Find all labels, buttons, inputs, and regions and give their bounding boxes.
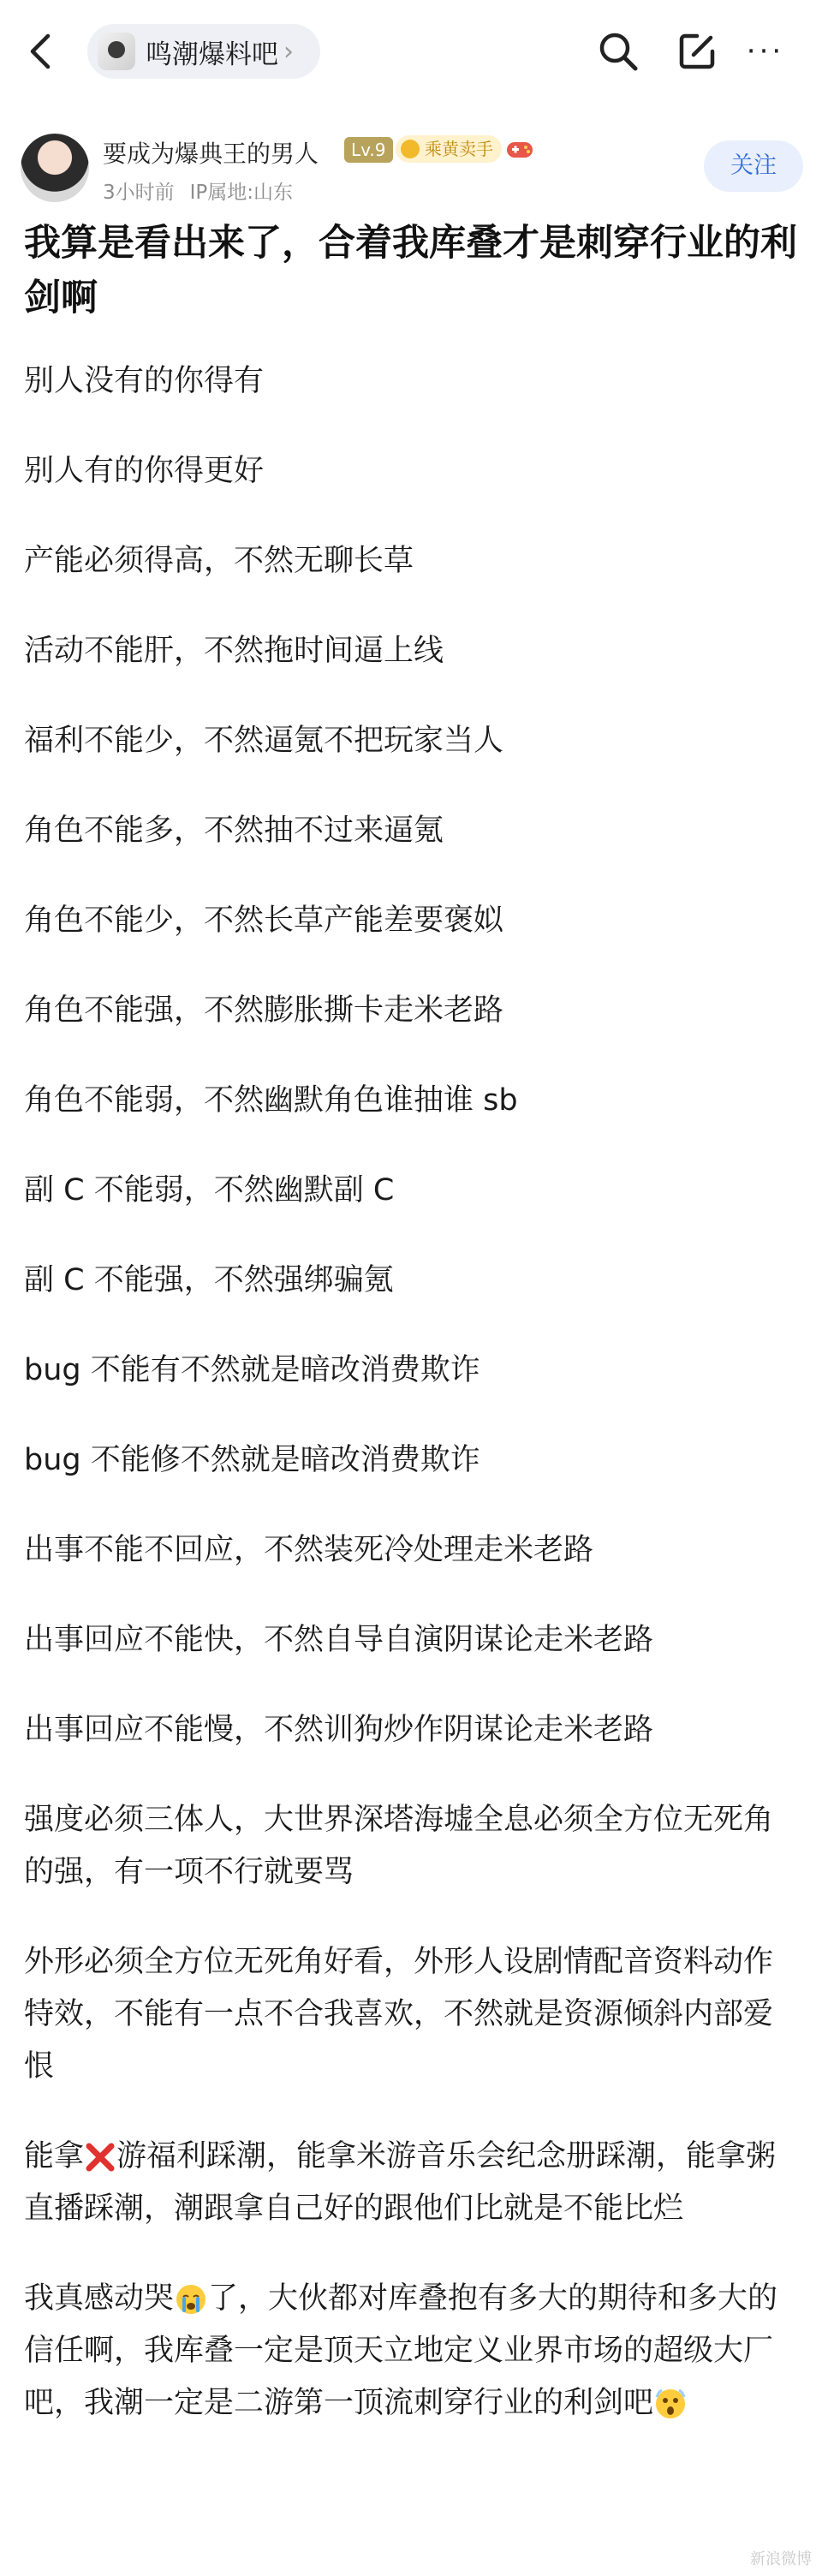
level-badge: Lv.9 <box>344 137 393 163</box>
post-paragraph: 副 C 不能强，不然强绑骗氪 <box>24 1263 394 1297</box>
post-paragraph: 角色不能多，不然抽不过来逼氪 <box>24 814 444 848</box>
ip-location: IP属地:山东 <box>189 182 294 204</box>
paragraph-text: 能拿 <box>24 2139 85 2174</box>
watermark: 新浪微博 <box>750 2550 812 2568</box>
post-paragraph: 副 C 不能弱，不然幽默副 C <box>24 1173 395 1208</box>
forum-link[interactable] <box>87 24 320 79</box>
paragraph-text: 游福利踩潮，能拿米游音乐会纪念册踩潮，能拿粥直播踩潮，潮跟拿自己好的跟他们比就是不能比烂 <box>24 2139 777 2226</box>
post-title: 我算是看出来了，合着我库叠才是刺穿行业的利剑啊 <box>24 222 797 319</box>
post-time: 3小时前 <box>103 182 175 204</box>
edit-button[interactable] <box>670 24 724 79</box>
post-body <box>24 355 798 2430</box>
more-menu-button[interactable] <box>738 24 793 79</box>
avatar[interactable] <box>21 134 89 202</box>
paragraph-list <box>24 355 798 2093</box>
post-paragraph: 别人没有的你得有 <box>24 364 265 398</box>
post-paragraph: 出事回应不能快，不然自导自演阴谋论走米老路 <box>24 1623 654 1657</box>
paragraph-text: 了，大伙都对库叠抱有多大的期待和多大的信任啊，我库叠一定是顶天立地定义业界市场的超级大厂吧，我潮一定是二游第一顶流刺穿行业的利剑吧 <box>24 2281 778 2420</box>
author-name[interactable]: 要成为爆典王的男人 <box>103 140 319 168</box>
post-paragraph: 强度必须三体人，大世界深塔海墟全息必须全方位无死角的强，有一项不行就要骂 <box>24 1803 774 1889</box>
chevron-right-icon: › <box>283 36 294 67</box>
post-paragraph: 产能必须得高，不然无聊长草 <box>24 544 414 578</box>
top-bar <box>0 0 822 106</box>
title-badge <box>396 135 502 163</box>
post-paragraph: bug 不能修不然就是暗改消费欺诈 <box>24 1443 480 1477</box>
post-paragraph: 别人有的你得更好 <box>24 454 265 488</box>
chevron-left-icon <box>24 24 58 79</box>
post-paragraph: 活动不能肝，不然拖时间逼上线 <box>24 634 444 668</box>
forum-avatar <box>98 33 135 70</box>
title-badge-label: 乘黄卖手 <box>425 139 493 159</box>
author-row <box>0 127 822 212</box>
post-paragraph <box>24 2273 798 2430</box>
paragraph-text: 我真感动哭 <box>24 2281 175 2316</box>
search-icon <box>596 29 640 74</box>
post-paragraph: 外形必须全方位无死角好看，外形人设剧情配音资料动作特效，不能有一点不合我喜欢，不然就是资源倾斜内部爱恨 <box>24 1945 774 2084</box>
search-button[interactable] <box>591 24 646 79</box>
coin-icon <box>401 140 420 158</box>
back-button[interactable] <box>24 24 58 79</box>
post-meta <box>103 176 293 205</box>
edit-icon <box>675 29 719 74</box>
post-paragraph: 角色不能强，不然膨胀撕卡走米老路 <box>24 993 504 1028</box>
post-paragraph: bug 不能有不然就是暗改消费欺诈 <box>24 1353 480 1387</box>
post-paragraph: 出事不能不回应，不然装死冷处理走米老路 <box>24 1533 594 1567</box>
gamepad-icon <box>505 137 534 161</box>
shocked-face-icon <box>653 2387 688 2421</box>
crying-face-icon <box>174 2282 208 2317</box>
cross-mark-icon <box>84 2141 116 2174</box>
forum-name: 鸣潮爆料吧 <box>146 39 278 70</box>
post-paragraph: 福利不能少，不然逼氪不把玩家当人 <box>24 724 504 758</box>
more-icon: ··· <box>746 34 785 69</box>
post-paragraph: 角色不能少，不然长草产能差要褒姒 <box>24 903 504 938</box>
post-paragraph: 出事回应不能慢，不然训狗炒作阴谋论走米老路 <box>24 1713 654 1747</box>
post-paragraph: 角色不能弱，不然幽默角色谁抽谁 sb <box>24 1083 518 1118</box>
follow-button[interactable]: 关注 <box>704 140 803 192</box>
post-paragraph <box>24 2131 798 2235</box>
